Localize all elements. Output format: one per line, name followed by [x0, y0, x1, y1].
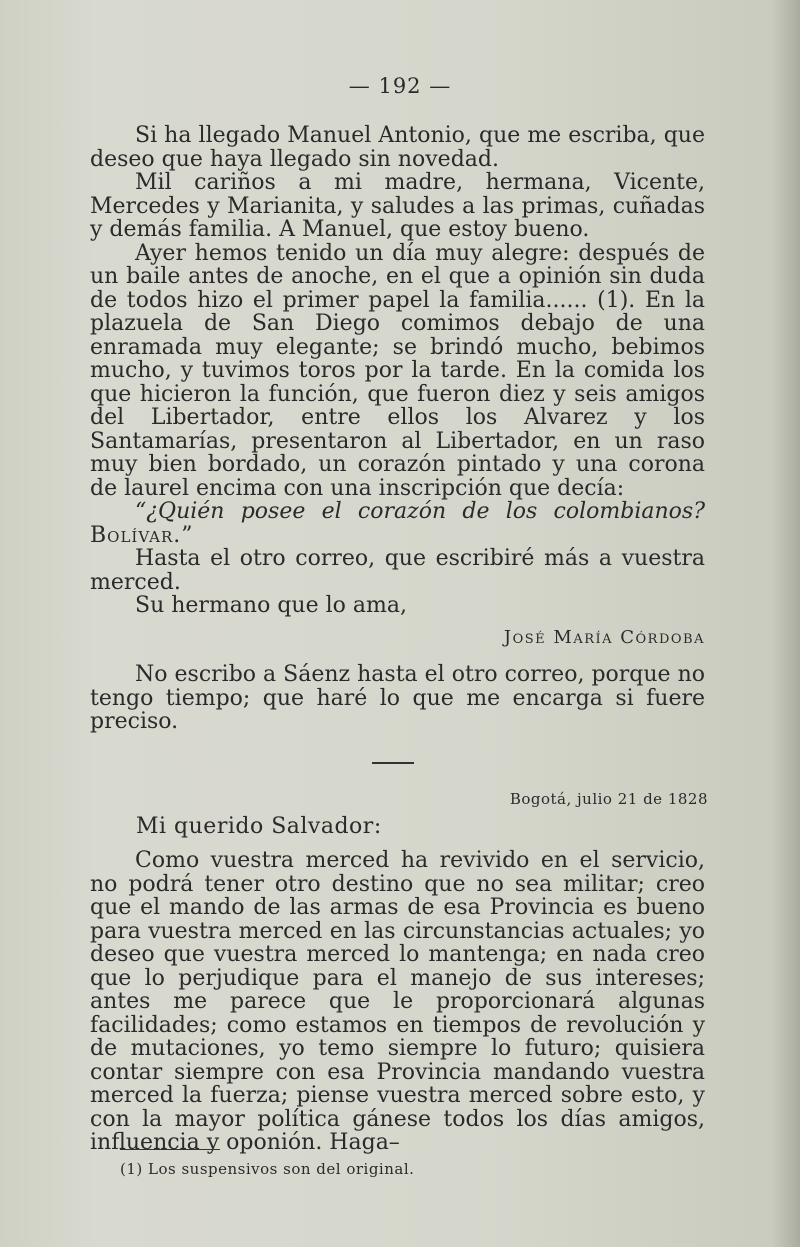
- inscription-quote: [90, 500, 705, 547]
- letter-1-closing-2: Su hermano que lo ama,: [135, 593, 407, 618]
- page-number: — 192 —: [348, 74, 452, 98]
- salutation: Mi querido Salvador:: [136, 814, 382, 839]
- letter-2: [90, 849, 705, 1155]
- postscript: No escribo a Sáenz hasta el otro correo, porque no tengo tiempo; que haré lo que me encarga si fuere preciso.: [90, 662, 705, 734]
- footnote-divider: [120, 1149, 220, 1150]
- letter-1-paragraph-3: Ayer hemos tenido un día muy alegre: después de un baile antes de anoche, en el que a opinión sin duda de todos hizo el primer papel la familia...... (1). En la plazuela de San Diego comimos debajo de una enramada muy elegante; se brindó mucho, bebimos mucho, y tuvimos toros por la tarde. En la comida los que hicieron la función, que fueron diez y seis amigos del Libertador, entre ellos los Alvarez y los Santamarías, presentaron al Libertador, en un raso muy bien bordado, un corazón pintado y una corona de laurel encima con una inscripción que decía:: [90, 240, 705, 501]
- inscription-quote-text: “¿Quién posee el corazón de los colombianos?: [135, 499, 705, 524]
- letter-2-paragraph: Como vuestra merced ha revivido en el servicio, no podrá tener otro destino que no sea militar; creo que el mando de las armas de esa Provincia es bueno para vuestra merced en las circunstancias actuales; yo deseo que vuestra merced lo mantenga; en nada creo que lo perjudique para el manejo de sus intereses; antes me parece que le proporcionará algunas facilidades; como estamos en tiempos de revolución y de mutaciones, yo temo siempre lo futuro; quisiera contar siempre con esa Provincia mandando vuestra merced la fuerza; piense vuestra merced sobre esto, y con la mayor política gánese todos los días amigos, influencia y oponión. Haga–: [90, 848, 705, 1155]
- signature: José María Córdoba: [503, 626, 705, 648]
- letter-1-closing-1: Hasta el otro correo, que escribiré más a vuestra merced.: [90, 546, 705, 595]
- letter-1-paragraph-2: Mil cariños a mi madre, hermana, Vicente, Mercedes y Marianita, y saludes a las primas, cuñadas y demás familia. A Manuel, que estoy bueno.: [90, 170, 705, 242]
- dateline: Bogotá, julio 21 de 1828: [509, 790, 708, 808]
- letter-1-paragraph-1: Si ha llegado Manuel Antonio, que me escriba, que deseo que haya llegado sin novedad.: [90, 123, 705, 172]
- inscription-quote-signature: Bolívar.”: [90, 522, 194, 548]
- page-edge-shadow: [772, 0, 800, 1247]
- footnote: (1) Los suspensivos son del original.: [120, 1160, 415, 1178]
- letter-1: [90, 124, 705, 734]
- section-divider: [372, 762, 414, 764]
